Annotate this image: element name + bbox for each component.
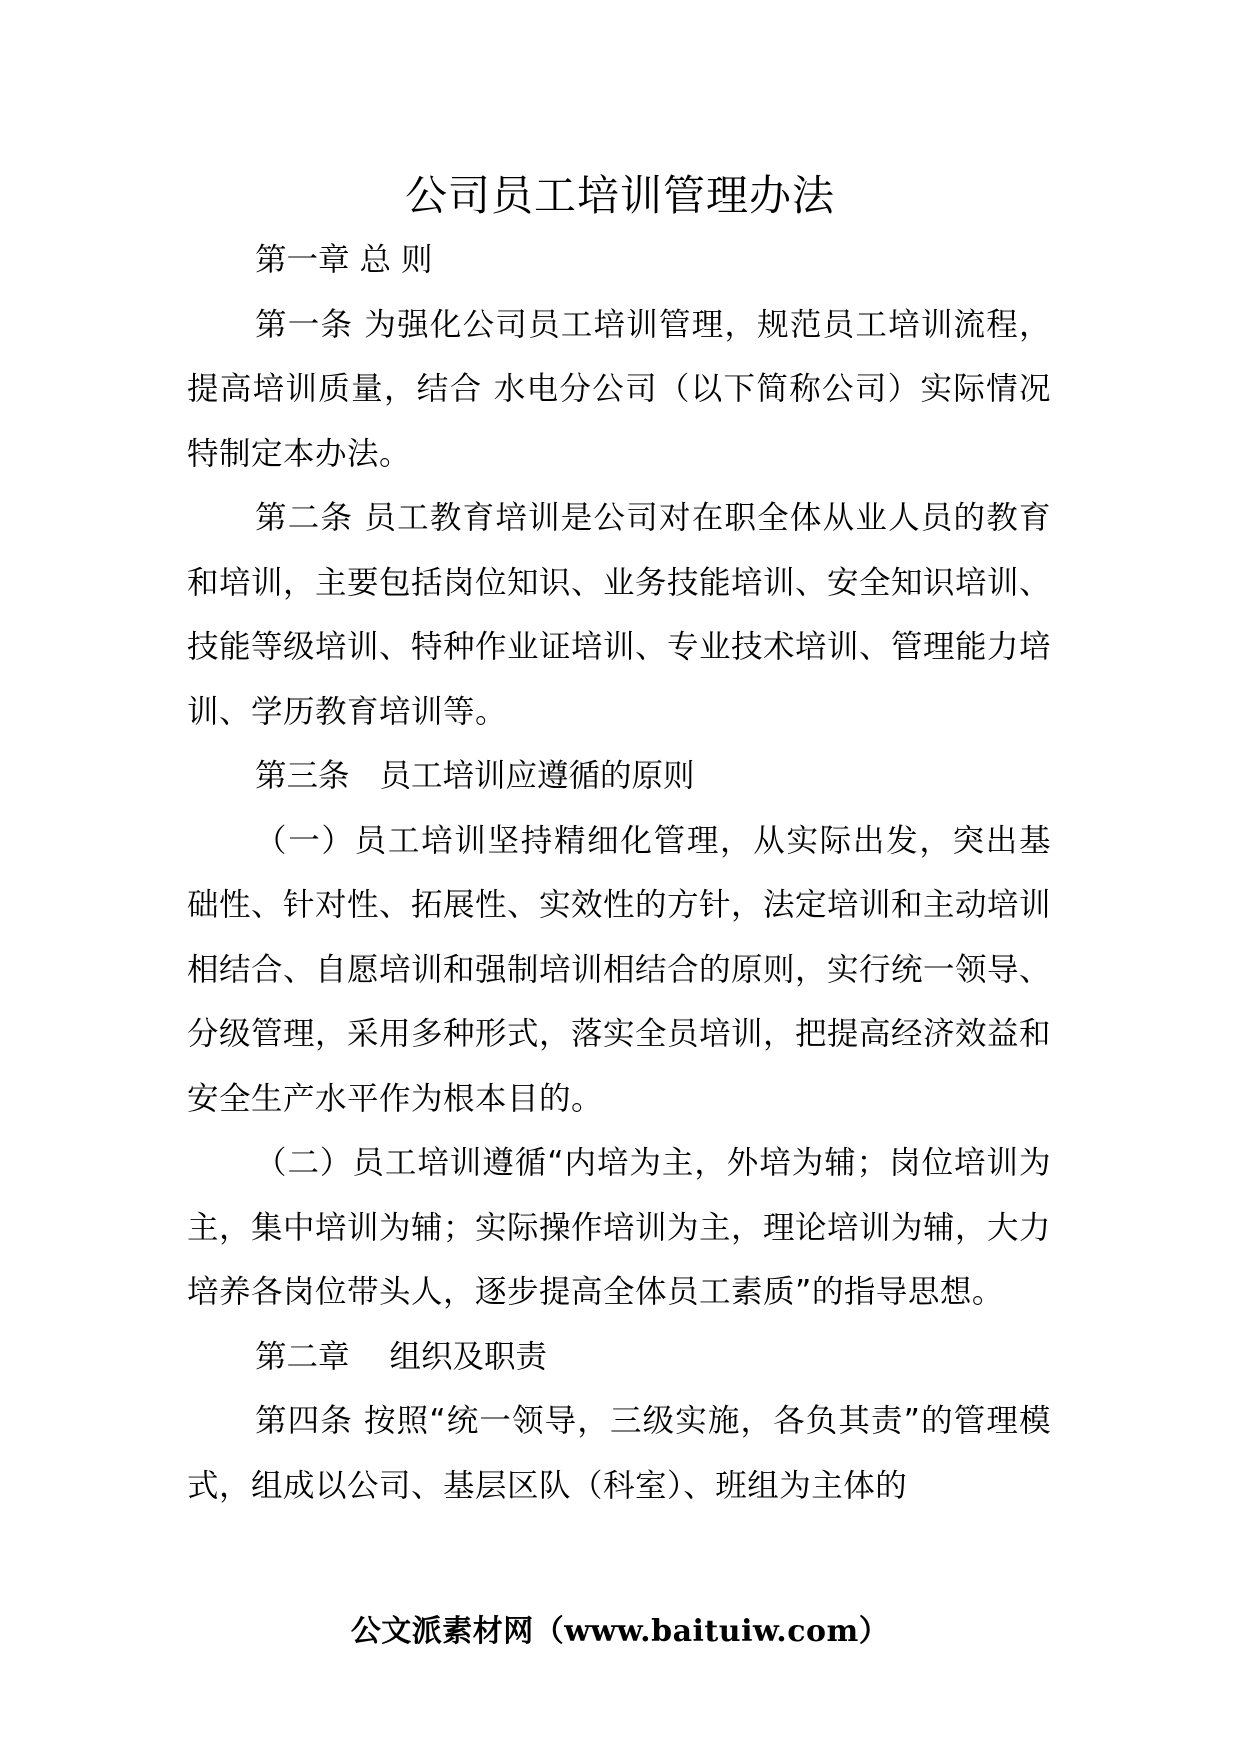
principle-2-paragraph: （二）员工培训遵循“内培为主，外培为辅；岗位培训为主，集中培训为辅；实际操作培训为主，理论培训为辅，大力培养各岗位带头人，逐步提高全体员工素质”的指导思想。 bbox=[187, 1145, 1052, 1310]
article-3-heading: 第三条 员工培训应遵循的原则 bbox=[255, 758, 695, 794]
principle-1-paragraph: （一）员工培训坚持精细化管理，从实际出发，突出基础性、针对性、拓展性、实效性的方针，法定培训和主动培训相结合、自愿培训和强制培训相结合的原则，实行统一领导、分级管理，采用多种形式，落实全员培训，把提高经济效益和安全生产水平作为根本目的。 bbox=[187, 822, 1052, 1117]
document-body bbox=[187, 228, 1051, 1518]
article-4-paragraph: 第四条 按照“统一领导，三级实施，各负其责”的管理模式，组成以公司、基层区队（科室）、班组为主体的 bbox=[187, 1403, 1051, 1504]
page-footer: 公文派素材网（www.baituiw.com） bbox=[350, 1614, 890, 1649]
chapter-heading-1: 第一章 总 则 bbox=[255, 242, 433, 278]
article-1-paragraph: 第一条 为强化公司员工培训管理，规范员工培训流程，提高培训质量，结合 水电分公司（以下简称公司）实际情况特制定本办法。 bbox=[187, 306, 1051, 472]
chapter-heading-2: 第二章 组织及职责 bbox=[255, 1338, 548, 1375]
document-title: 公司员工培训管理办法 bbox=[404, 171, 835, 220]
article-2-paragraph: 第二条 员工教育培训是公司对在职全体从业人员的教育和培训，主要包括岗位知识、业务技能培训、安全知识培训、技能等级培训、特种作业证培训、专业技术培训、管理能力培训、学历教育培训等。 bbox=[187, 500, 1052, 730]
